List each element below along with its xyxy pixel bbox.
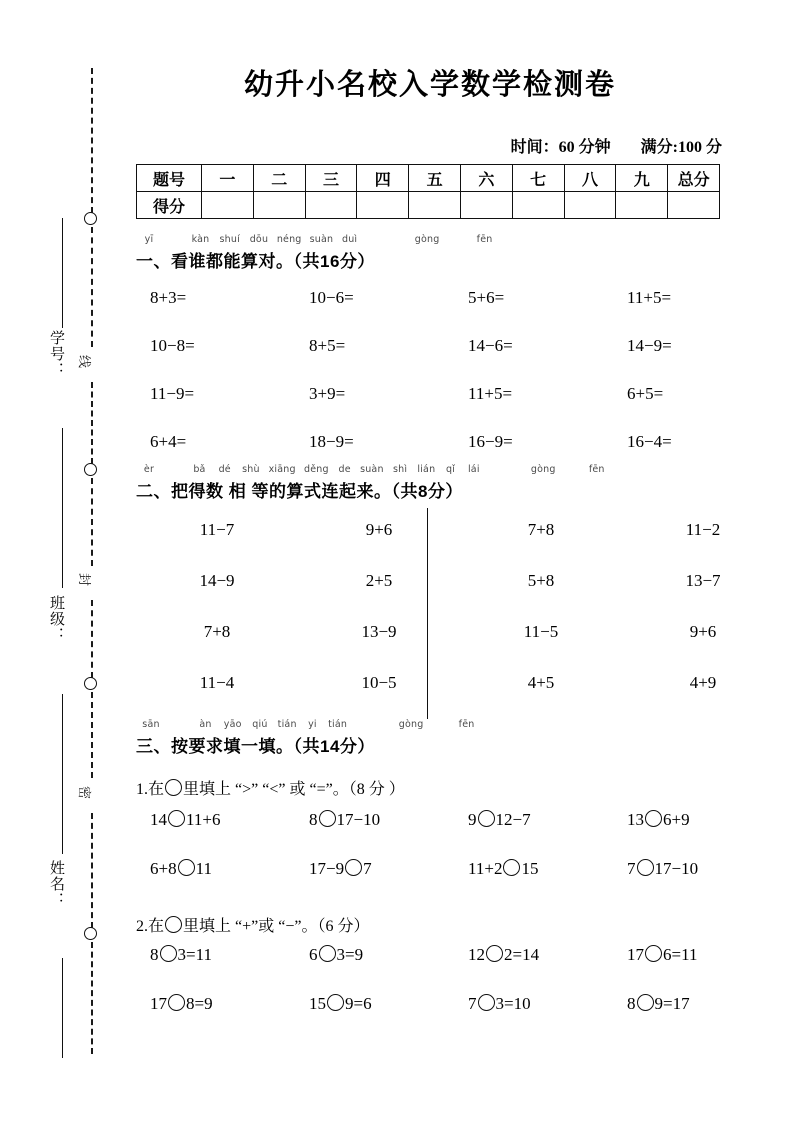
circle-blank-icon[interactable] (178, 859, 195, 876)
fill-row (136, 859, 786, 908)
section-3-sub1-problems (136, 810, 786, 908)
sub1-prefix: 1.在 (136, 781, 165, 798)
pinyin-fen: fēn (588, 464, 605, 475)
section-2-pinyin (136, 464, 786, 477)
problem-row (136, 336, 786, 384)
match-item[interactable]: 9+6 (689, 622, 717, 641)
field-label-student-id: 学号： (48, 330, 64, 378)
seal-dash-segment-1 (91, 68, 93, 213)
match-row (136, 673, 786, 724)
pinyin-shi: shì (393, 464, 408, 475)
problem-item[interactable]: 16−9= (468, 432, 513, 451)
fill-item[interactable]: 9 12−7 (468, 810, 531, 829)
section-3-pinyin (136, 719, 786, 732)
problem-item[interactable]: 6+4= (150, 432, 187, 451)
page-title: 幼升小名校入学数学检测卷 (243, 69, 616, 101)
fill-item[interactable]: 13 6+9 (627, 810, 690, 829)
score-table-col-4: 四 (357, 165, 409, 192)
seal-dash-segment-7 (91, 813, 93, 928)
match-row (136, 520, 786, 571)
fill-item[interactable]: 6 3=9 (309, 945, 364, 964)
score-cell-5[interactable] (409, 192, 461, 219)
circle-blank-icon[interactable] (645, 810, 662, 827)
fill-item[interactable]: 17 8=9 (150, 994, 213, 1013)
pinyin-fen: fēn (476, 234, 493, 245)
section-3-sub1-title (136, 776, 405, 799)
fill-item[interactable]: 8 17−10 (309, 810, 381, 829)
score-cell-8[interactable] (564, 192, 616, 219)
fill-item[interactable]: 17−9 7 (309, 859, 372, 878)
pinyin-gong: gòng (530, 464, 556, 475)
circle-blank-icon[interactable] (345, 859, 362, 876)
fill-item[interactable]: 6+8 11 (150, 859, 212, 878)
seal-circle-1 (84, 212, 97, 225)
score-cell-3[interactable] (305, 192, 357, 219)
circle-blank-icon[interactable] (486, 945, 503, 962)
time-value: 60 分钟 (558, 139, 611, 156)
section-2-heading (136, 464, 786, 502)
pinyin-shu: shù (242, 464, 260, 475)
problem-item[interactable]: 11+5= (627, 288, 672, 307)
problem-item[interactable]: 11+5= (468, 384, 513, 403)
pinyin-er: èr (143, 464, 155, 475)
seal-circle-4 (84, 927, 97, 940)
sub2-suffix: 里填上 “+”或 “−”。（6 分） (183, 918, 370, 935)
section-1-problems (136, 288, 786, 480)
seal-char-feng: 封 (77, 572, 93, 587)
fill-item[interactable]: 14 11+6 (150, 810, 221, 829)
match-item[interactable]: 9+6 (365, 520, 393, 539)
score-table-col-1: 一 (202, 165, 254, 192)
circle-blank-icon[interactable] (645, 945, 662, 962)
pinyin-ba: bǎ (193, 464, 206, 475)
match-item[interactable]: 11−4 (199, 673, 235, 692)
total-score-label: 满分: (640, 139, 678, 156)
match-item[interactable]: 11−7 (199, 520, 235, 539)
pinyin-lian: lián (417, 464, 436, 475)
problem-item[interactable]: 10−8= (150, 336, 195, 355)
table-row-question-numbers (137, 165, 720, 192)
section-3-sub2-problems (136, 945, 786, 1043)
fill-item[interactable]: 8 3=11 (150, 945, 212, 964)
time-label: 时间： (510, 139, 559, 156)
circle-blank-icon[interactable] (478, 994, 495, 1011)
problem-item[interactable]: 6+5= (627, 384, 664, 403)
section-3-sub2-title (136, 913, 369, 936)
seal-circle-2 (84, 463, 97, 476)
section-1-pinyin (136, 234, 786, 247)
pinyin-kan: kàn (191, 234, 210, 245)
score-table (136, 164, 720, 219)
sub1-suffix: 里填上 “>” “<” 或 “=”。（8 分 ） (183, 781, 405, 798)
seal-dash-segment-8 (91, 942, 93, 1054)
score-table-col-7: 七 (512, 165, 564, 192)
section-1-title: 一、看谁都能算对。（共16分） (136, 252, 375, 271)
pinyin-dui: duì (341, 234, 358, 245)
fill-item[interactable]: 11+2 15 (468, 859, 539, 878)
pinyin-yao: yāo (223, 719, 242, 730)
pinyin-tian2: tián (328, 719, 348, 730)
problem-row (136, 384, 786, 432)
pinyin-dou: dōu (249, 234, 269, 245)
score-table-col-3: 三 (305, 165, 357, 192)
match-row (136, 622, 786, 673)
problem-item[interactable]: 8+3= (150, 288, 187, 307)
match-item[interactable]: 11−5 (523, 622, 559, 641)
exam-meta-line (130, 134, 722, 157)
match-item[interactable]: 7+8 (203, 622, 231, 641)
pinyin-deng: děng (304, 464, 329, 475)
problem-item[interactable]: 8+5= (309, 336, 346, 355)
pinyin-suan: suàn (360, 464, 384, 475)
match-row (136, 571, 786, 622)
score-table-col-2: 二 (253, 165, 305, 192)
seal-dash-segment-5 (91, 600, 93, 678)
section-3-heading (136, 719, 786, 757)
circle-blank-icon[interactable] (637, 859, 654, 876)
pinyin-xiang: xiāng (268, 464, 296, 475)
circle-blank-icon[interactable] (168, 994, 185, 1011)
match-item[interactable]: 14−9 (199, 571, 235, 590)
seal-circle-3 (84, 677, 97, 690)
pinyin-an: àn (199, 719, 212, 730)
score-table-col-8: 八 (564, 165, 616, 192)
score-cell-9[interactable] (616, 192, 668, 219)
fill-item[interactable]: 7 3=10 (468, 994, 531, 1013)
match-item[interactable]: 13−7 (685, 571, 721, 590)
problem-item[interactable]: 16−4= (627, 432, 672, 451)
score-table-col-5: 五 (409, 165, 461, 192)
match-column-divider (427, 508, 428, 719)
field-label-name: 姓名： (48, 860, 64, 908)
sub2-prefix: 2.在 (136, 918, 165, 935)
match-item[interactable]: 4+5 (527, 673, 555, 692)
fill-item[interactable]: 17 6=11 (627, 945, 698, 964)
problem-item[interactable]: 3+9= (309, 384, 346, 403)
match-item[interactable]: 10−5 (361, 673, 397, 692)
pinyin-gong: gòng (414, 234, 440, 245)
pinyin-tian: tián (277, 719, 297, 730)
pinyin-qiu: qiú (252, 719, 268, 730)
student-id-rule (62, 218, 63, 328)
table-row-scores (137, 192, 720, 219)
total-score-value: 100 分 (677, 139, 722, 156)
seal-dash-segment-2 (91, 227, 93, 347)
fill-item[interactable]: 12 2=14 (468, 945, 540, 964)
seal-char-mi: 密 (77, 785, 93, 800)
match-item[interactable]: 13−9 (361, 622, 397, 641)
fill-row (136, 810, 786, 859)
seal-dash-segment-4 (91, 478, 93, 566)
score-cell-4[interactable] (357, 192, 409, 219)
pinyin-yi: yi (308, 719, 317, 730)
circle-blank-icon[interactable] (168, 810, 185, 827)
section-1-heading (136, 234, 786, 272)
pinyin-de: dé (218, 464, 231, 475)
section-3-title: 三、按要求填一填。（共14分） (136, 737, 375, 756)
score-table-row-header-score: 得分 (137, 192, 202, 219)
match-item[interactable]: 11−2 (685, 520, 721, 539)
circle-blank-icon[interactable] (319, 810, 336, 827)
sealing-margin (0, 0, 130, 1121)
class-rule (62, 428, 63, 588)
section-2-title: 二、把得数 相 等的算式连起来。（共8分） (136, 482, 463, 501)
problem-row (136, 288, 786, 336)
pinyin-lai: lái (467, 464, 480, 475)
section-2-problems (136, 520, 786, 724)
pinyin-suan: suàn (309, 234, 334, 245)
problem-item[interactable]: 18−9= (309, 432, 354, 451)
name-rule (62, 694, 63, 854)
match-item[interactable]: 7+8 (527, 520, 555, 539)
pinyin-neng: néng (276, 234, 302, 245)
circle-blank-icon[interactable] (637, 994, 654, 1011)
fill-item[interactable]: 7 17−10 (627, 859, 699, 878)
score-table-col-total: 总分 (668, 165, 720, 192)
circle-blank-icon[interactable] (319, 945, 336, 962)
pinyin-fen: fēn (458, 719, 475, 730)
problem-item[interactable]: 11−9= (150, 384, 195, 403)
fill-item[interactable]: 8 9=17 (627, 994, 690, 1013)
pinyin-san: sān (142, 719, 160, 730)
problem-item[interactable]: 14−6= (468, 336, 513, 355)
exam-sheet (130, 0, 793, 1121)
match-item[interactable]: 5+8 (527, 571, 555, 590)
pinyin-de2: de (338, 464, 351, 475)
field-label-class: 班级： (48, 595, 64, 643)
circle-blank-icon[interactable] (503, 859, 520, 876)
fill-item[interactable]: 15 9=6 (309, 994, 372, 1013)
match-item[interactable]: 4+9 (689, 673, 717, 692)
problem-item[interactable]: 14−9= (627, 336, 672, 355)
seal-dash-segment-3 (91, 382, 93, 464)
score-table-col-9: 九 (616, 165, 668, 192)
fill-row (136, 994, 786, 1043)
score-cell-1[interactable] (202, 192, 254, 219)
circle-blank-icon[interactable] (478, 810, 495, 827)
score-cell-6[interactable] (460, 192, 512, 219)
score-cell-total[interactable] (668, 192, 720, 219)
seal-char-xian: 线 (77, 354, 93, 369)
score-cell-2[interactable] (253, 192, 305, 219)
problem-item[interactable]: 10−6= (309, 288, 354, 307)
pinyin-yi: yī (144, 234, 154, 245)
circle-blank-icon[interactable] (160, 945, 177, 962)
seal-dash-segment-6 (91, 692, 93, 778)
pinyin-qi: qǐ (446, 464, 456, 475)
problem-item[interactable]: 5+6= (468, 288, 505, 307)
circle-blank-icon[interactable] (327, 994, 344, 1011)
circle-blank-icon (165, 916, 182, 933)
fill-row (136, 945, 786, 994)
pinyin-gong: gòng (398, 719, 424, 730)
name-rule-lower (62, 958, 63, 1058)
circle-blank-icon (165, 779, 182, 796)
score-cell-7[interactable] (512, 192, 564, 219)
match-item[interactable]: 2+5 (365, 571, 393, 590)
score-table-col-6: 六 (460, 165, 512, 192)
score-table-row-header-qno: 题号 (137, 165, 202, 192)
pinyin-shui: shuí (219, 234, 240, 245)
